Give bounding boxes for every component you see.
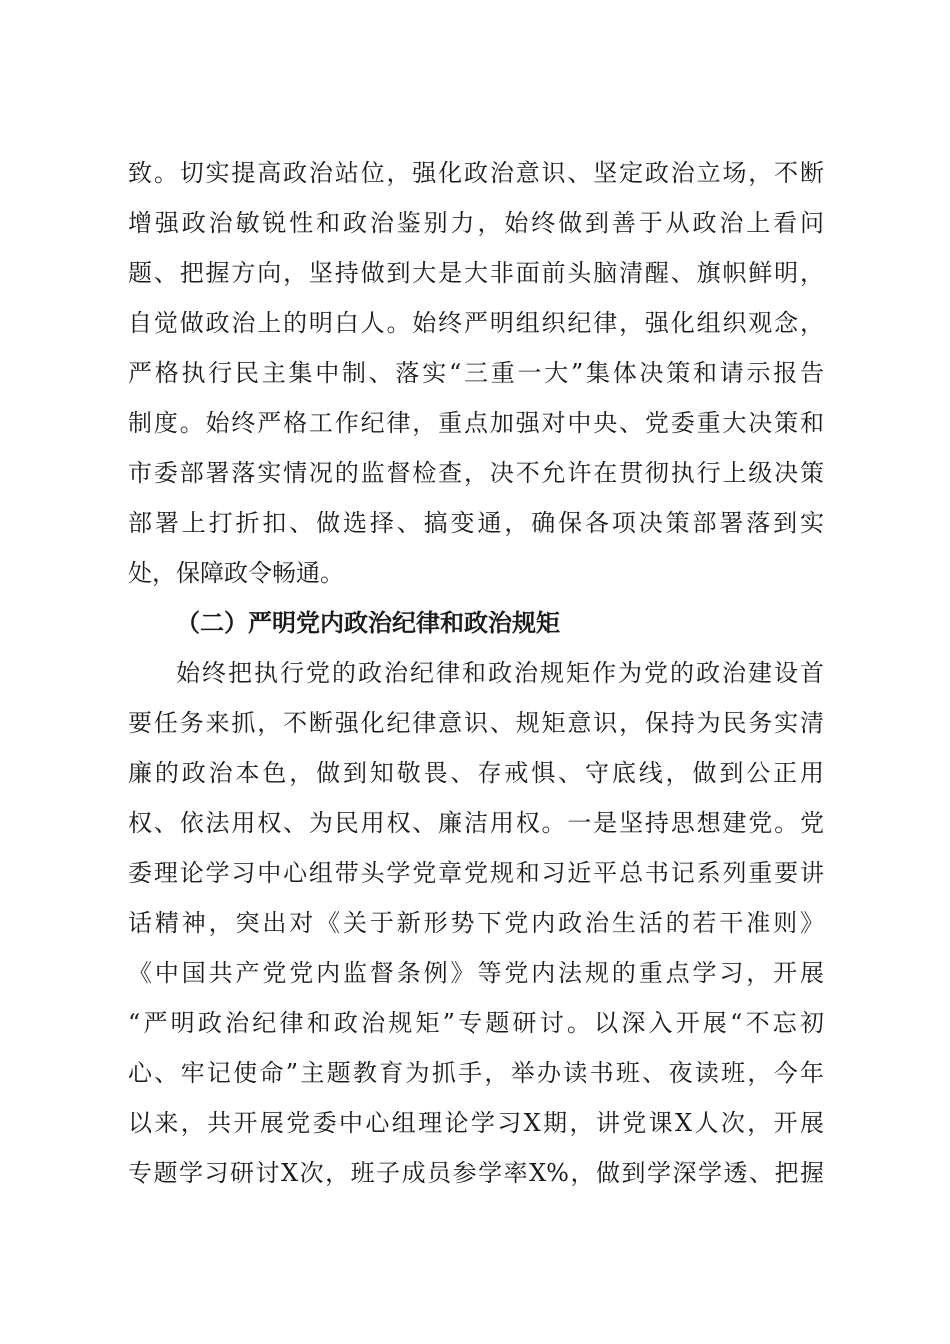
paragraph-line: 权、依法用权、为民用权、廉洁用权。一是坚持思想建党。党 (128, 809, 824, 837)
paragraph-line: 委理论学习中心组带头学党章党规和习近平总书记系列重要讲 (128, 859, 824, 887)
paragraph-line: 话精神，突出对《关于新形势下党内政治生活的若干准则》 (128, 909, 824, 937)
paragraph-line: 严格执行民主集中制、落实“三重一大”集体决策和请示报告 (128, 359, 824, 387)
paragraph-line: 专题学习研讨X次，班子成员参学率X%，做到学深学透、把握 (128, 1159, 824, 1187)
paragraph-line: 处，保障政令畅通。 (128, 559, 344, 587)
paragraph-line: 制度。始终严格工作纪律，重点加强对中央、党委重大决策和 (128, 409, 824, 437)
paragraph-line: 市委部署落实情况的监督检查，决不允许在贯彻执行上级决策 (128, 459, 824, 487)
paragraph-line: 自觉做政治上的明白人。始终严明组织纪律，强化组织观念， (128, 309, 824, 337)
paragraph-line: 题、把握方向，坚持做到大是大非面前头脑清醒、旗帜鲜明， (128, 259, 824, 287)
paragraph-line: 始终把执行党的政治纪律和政治规矩作为党的政治建设首 (176, 659, 824, 687)
paragraph-line: 以来，共开展党委中心组理论学习X期，讲党课X人次，开展 (128, 1109, 824, 1137)
paragraph-line: 增强政治敏锐性和政治鉴别力，始终做到善于从政治上看问 (128, 209, 824, 237)
paragraph-line: 要任务来抓，不断强化纪律意识、规矩意识，保持为民务实清 (128, 709, 824, 737)
paragraph-line: 廉的政治本色，做到知敬畏、存戒惧、守底线，做到公正用 (128, 759, 824, 787)
paragraph-line: 部署上打折扣、做选择、搞变通，确保各项决策部署落到实 (128, 509, 824, 537)
paragraph-line: “严明政治纪律和政治规矩”专题研讨。以深入开展“不忘初 (128, 1009, 824, 1037)
paragraph-line: 《中国共产党党内监督条例》等党内法规的重点学习，开展 (128, 959, 824, 987)
paragraph-line: 致。切实提高政治站位，强化政治意识、坚定政治立场，不断 (128, 159, 824, 187)
paragraph-line: 心、牢记使命”主题教育为抓手，举办读书班、夜读班，今年 (128, 1059, 824, 1087)
document-body (128, 148, 824, 1198)
section-heading: （二）严明党内政治纪律和政治规矩 (176, 608, 560, 637)
